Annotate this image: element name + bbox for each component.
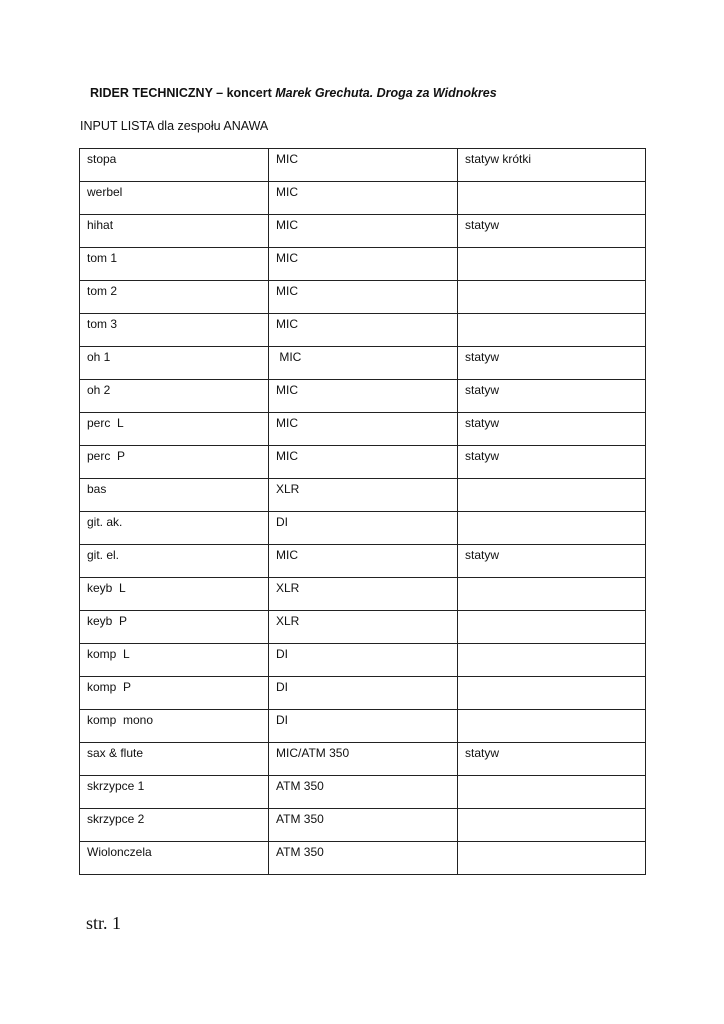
page-number: str. 1 <box>86 913 122 933</box>
input-type-cell: ATM 350 <box>269 776 458 809</box>
stand-cell <box>458 314 646 347</box>
stand-cell <box>458 281 646 314</box>
stand-cell: statyw <box>458 545 646 578</box>
channel-name-cell: komp L <box>80 644 269 677</box>
stand-cell <box>458 479 646 512</box>
input-type-cell: ATM 350 <box>269 842 458 875</box>
input-type-cell: XLR <box>269 479 458 512</box>
stand-cell <box>458 776 646 809</box>
input-type-cell: MIC/ATM 350 <box>269 743 458 776</box>
channel-name-cell: komp mono <box>80 710 269 743</box>
channel-name-cell: skrzypce 2 <box>80 809 269 842</box>
input-type-cell: MIC <box>269 215 458 248</box>
channel-name-cell: bas <box>80 479 269 512</box>
channel-name-cell: keyb P <box>80 611 269 644</box>
stand-cell: statyw <box>458 743 646 776</box>
table-row <box>80 182 646 215</box>
table-row <box>80 809 646 842</box>
table-row <box>80 545 646 578</box>
stand-cell <box>458 842 646 875</box>
stand-cell: statyw <box>458 380 646 413</box>
channel-name-cell: oh 1 <box>80 347 269 380</box>
stand-cell <box>458 578 646 611</box>
input-type-cell: ATM 350 <box>269 809 458 842</box>
table-row <box>80 446 646 479</box>
channel-name-cell: tom 2 <box>80 281 269 314</box>
stand-cell: statyw krótki <box>458 149 646 182</box>
table-row <box>80 578 646 611</box>
input-type-cell: MIC <box>269 182 458 215</box>
stand-cell <box>458 182 646 215</box>
document-subtitle: INPUT LISTA dla zespołu ANAWA <box>80 119 269 133</box>
document-title <box>90 86 497 100</box>
input-type-cell: MIC <box>269 314 458 347</box>
table-row <box>80 842 646 875</box>
stand-cell <box>458 644 646 677</box>
channel-name-cell: perc P <box>80 446 269 479</box>
table-row <box>80 281 646 314</box>
table-row <box>80 380 646 413</box>
channel-name-cell: tom 3 <box>80 314 269 347</box>
stand-cell <box>458 512 646 545</box>
table-row <box>80 512 646 545</box>
table-row <box>80 413 646 446</box>
input-type-cell: MIC <box>269 413 458 446</box>
channel-name-cell: tom 1 <box>80 248 269 281</box>
stand-cell: statyw <box>458 347 646 380</box>
channel-name-cell: sax & flute <box>80 743 269 776</box>
input-type-cell: DI <box>269 710 458 743</box>
document-title-prefix: RIDER TECHNICZNY – koncert <box>90 86 276 100</box>
stand-cell <box>458 677 646 710</box>
input-type-cell: MIC <box>269 149 458 182</box>
channel-name-cell: git. el. <box>80 545 269 578</box>
table-row <box>80 149 646 182</box>
input-list-table <box>79 148 646 875</box>
channel-name-cell: stopa <box>80 149 269 182</box>
input-type-cell: MIC <box>269 380 458 413</box>
table-row <box>80 479 646 512</box>
input-type-cell: MIC <box>269 347 458 380</box>
table-row <box>80 776 646 809</box>
input-type-cell: MIC <box>269 446 458 479</box>
input-type-cell: MIC <box>269 248 458 281</box>
input-type-cell: DI <box>269 677 458 710</box>
stand-cell: statyw <box>458 413 646 446</box>
input-type-cell: DI <box>269 644 458 677</box>
input-type-cell: XLR <box>269 578 458 611</box>
channel-name-cell: git. ak. <box>80 512 269 545</box>
stand-cell <box>458 248 646 281</box>
channel-name-cell: hihat <box>80 215 269 248</box>
channel-name-cell: perc L <box>80 413 269 446</box>
channel-name-cell: werbel <box>80 182 269 215</box>
stand-cell <box>458 710 646 743</box>
channel-name-cell: komp P <box>80 677 269 710</box>
table-row <box>80 743 646 776</box>
table-row <box>80 248 646 281</box>
stand-cell: statyw <box>458 215 646 248</box>
document-title-italic: Marek Grechuta. Droga za Widnokres <box>275 86 497 100</box>
channel-name-cell: skrzypce 1 <box>80 776 269 809</box>
table-row <box>80 611 646 644</box>
channel-name-cell: keyb L <box>80 578 269 611</box>
input-type-cell: MIC <box>269 281 458 314</box>
stand-cell <box>458 809 646 842</box>
table-row <box>80 644 646 677</box>
input-list-body <box>80 149 646 875</box>
channel-name-cell: oh 2 <box>80 380 269 413</box>
table-row <box>80 677 646 710</box>
stand-cell <box>458 611 646 644</box>
stand-cell: statyw <box>458 446 646 479</box>
table-row <box>80 314 646 347</box>
table-row <box>80 347 646 380</box>
input-type-cell: DI <box>269 512 458 545</box>
table-row <box>80 215 646 248</box>
channel-name-cell: Wiolonczela <box>80 842 269 875</box>
table-row <box>80 710 646 743</box>
input-type-cell: XLR <box>269 611 458 644</box>
input-type-cell: MIC <box>269 545 458 578</box>
